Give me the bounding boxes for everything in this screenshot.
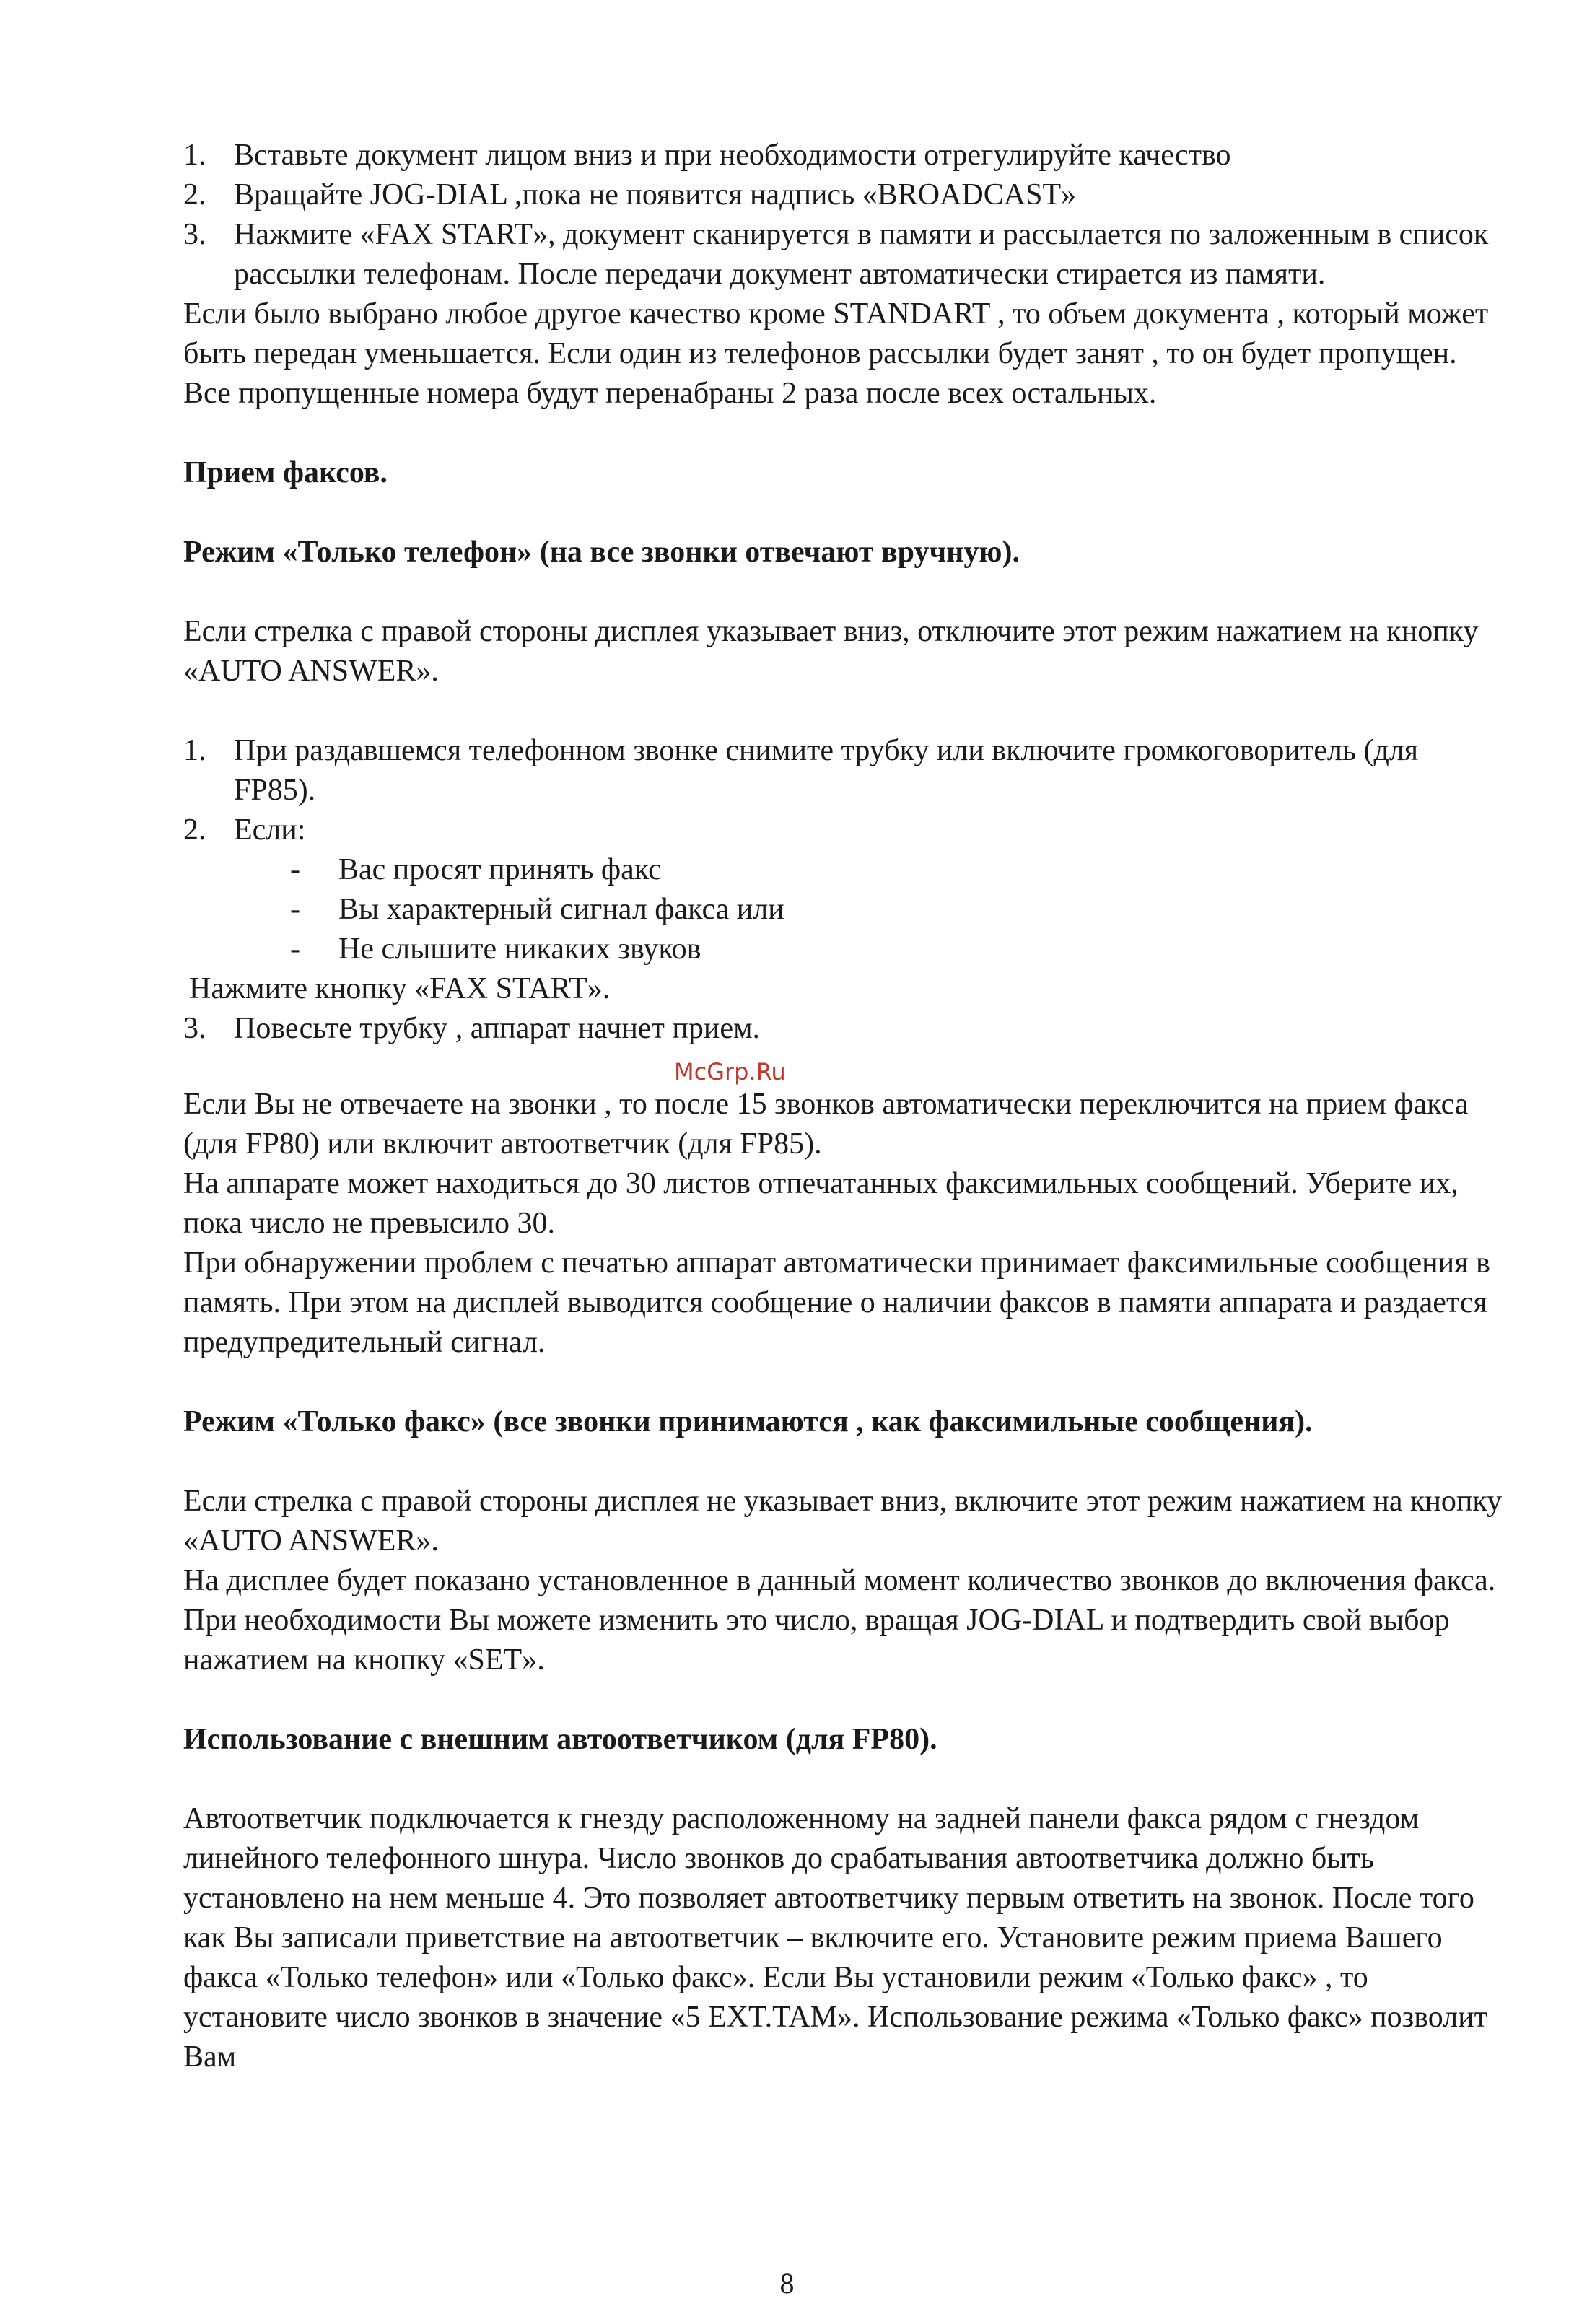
list-text: Вы характерный сигнал факса или [338, 893, 784, 926]
list-item [183, 175, 1504, 215]
paragraph-auto-switch: Если Вы не отвечаете на звонки , то после 15 звонков автоматически переключится на прием факса (для FP80) или включит автоответчик (для FP85). [183, 1088, 1469, 1161]
list-text: При раздавшемся телефонном звонке снимите трубку или включите громкоговоритель (для FP85). [234, 734, 1419, 807]
list-item [183, 930, 1504, 969]
broadcast-steps-list [183, 136, 1504, 294]
paragraph-press-fax-start: Нажмите кнопку «FAX START». [189, 972, 611, 1005]
page-number: 8 [779, 2267, 795, 2299]
list-number: 3. [183, 218, 206, 251]
watermark: McGrp.Ru [674, 1058, 786, 1085]
list-number: 3. [183, 1012, 206, 1045]
paragraph-memory-receive: При обнаружении проблем с печатью аппарат автоматически принимает факсимильные сообщения в память. При этом на дисплей выводится сообщение о наличии факсов в памяти аппарата и раздается предупредительный сигнал. [183, 1246, 1490, 1359]
paragraph-sheet-limit: На аппарате может находиться до 30 листов отпечатанных факсимильных сообщений. Уберите их, пока число не превысило 30. [183, 1167, 1459, 1240]
list-number: 2. [183, 813, 206, 847]
list-item [183, 215, 1504, 294]
list-item [183, 136, 1504, 175]
list-text: Вас просят принять факс [338, 853, 662, 886]
receive-steps-list-cont [183, 1009, 1504, 1049]
list-text: Нажмите «FAX START», документ сканируется в памяти и рассылается по заложенным в список рассылки телефонам. После передачи документ автоматически стирается из памяти. [234, 218, 1489, 291]
paragraph-fax-only: Если стрелка с правой стороны дисплея не указывает вниз, включите этот режим нажатием на кнопку «AUTO ANSWER». [183, 1485, 1503, 1558]
list-item [183, 811, 1504, 850]
list-number: 1. [183, 139, 206, 172]
list-text: Вставьте документ лицом вниз и при необходимости отрегулируйте качество [234, 139, 1231, 172]
dash-marker: - [290, 893, 300, 926]
heading-phone-only-mode: Режим «Только телефон» (на все звонки отвечают вручную). [183, 536, 1020, 569]
receive-steps-list [183, 731, 1504, 850]
page-body [183, 136, 1504, 2077]
paragraph-ring-count: На дисплее будет показано установленное в данный момент количество звонков до включения факса. При необходимости Вы можете изменить это число, вращая JOG-DIAL и подтвердить свой выбор нажатием на кнопку «SET». [183, 1564, 1496, 1677]
heading-receive-faxes: Прием факсов. [183, 456, 388, 489]
list-text: Если: [234, 813, 306, 847]
list-item [183, 850, 1504, 890]
list-item [183, 890, 1504, 930]
heading-fax-only-mode: Режим «Только факс» (все звонки принимаются , как факсимильные сообщения). [183, 1405, 1313, 1438]
watermark-row [183, 1059, 1504, 1085]
paragraph-external-tam: Автоответчик подключается к гнезду расположенному на задней панели факса рядом с гнездом линейного телефонного шнура. Число звонков до срабатывания автоответчика должно быть установлено на нем меньше 4. Это позволяет автоответчику первым ответить на звонок. После того как Вы записали приветствие на автоответчик – включите его. Установите режим приема Вашего факса «Только телефон» или «Только факс». Если Вы установили режим «Только факс» , то установите число звонков в значение «5 EXT.TAM». Использование режима «Только факс» позволит Вам [183, 1802, 1488, 2074]
paragraph-phone-only: Если стрелка с правой стороны дисплея указывает вниз, отключите этот режим нажатием на кнопку «AUTO ANSWER». [183, 615, 1479, 688]
list-text: Повесьте трубку , аппарат начнет прием. [234, 1012, 761, 1045]
list-number: 1. [183, 734, 206, 767]
list-item [183, 1009, 1504, 1049]
dash-marker: - [290, 932, 300, 966]
list-number: 2. [183, 178, 206, 211]
list-text: Не слышите никаких звуков [338, 932, 701, 966]
dash-marker: - [290, 853, 300, 886]
list-item [183, 731, 1504, 811]
list-text: Вращайте JOG-DIAL ,пока не появится надпись «BROADCAST» [234, 178, 1077, 211]
paragraph-quality-note: Если было выбрано любое другое качество кроме STANDART , то объем документа , который может быть передан уменьшается. Если один из телефонов рассылки будет занят , то он будет пропущен. Все пропущенные номера будут перенабраны 2 раза после всех остальных. [183, 297, 1489, 410]
conditions-list [183, 850, 1504, 969]
heading-external-tam: Использование с внешним автоответчиком (для FP80). [183, 1723, 937, 1756]
